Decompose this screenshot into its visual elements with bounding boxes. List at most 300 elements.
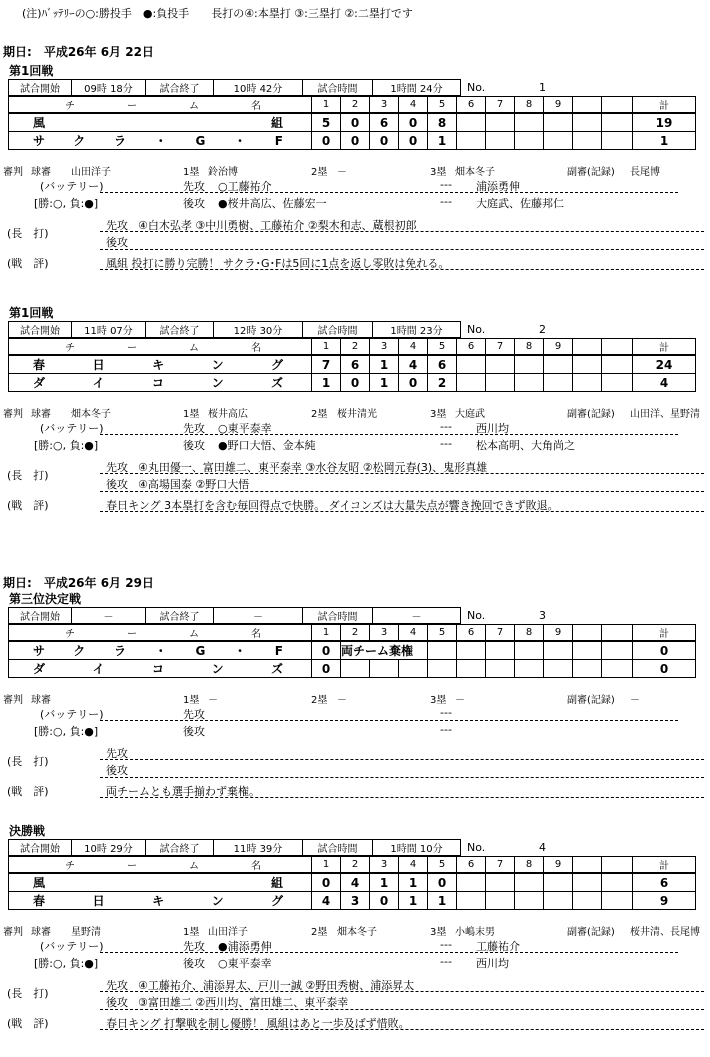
game-no: 1	[539, 81, 546, 94]
bottom-pitcher: ○東平泰幸	[218, 957, 272, 970]
inning-header: 1	[312, 625, 341, 642]
game-no-label: No.	[467, 81, 486, 94]
inning-header: 2	[341, 857, 370, 874]
inning-score: 7	[312, 355, 341, 374]
hits-bottom-list: ③富田雄二 ②西川均、富田雄二、東平泰幸	[138, 996, 349, 1009]
inning-header: 6	[457, 339, 486, 356]
umpire-label: 審判	[3, 695, 23, 706]
inning-score	[515, 113, 544, 132]
extra-score	[573, 374, 602, 392]
top-label: 先攻	[183, 422, 205, 435]
bottom-label: 後攻	[183, 957, 205, 970]
inning-header: 6	[457, 97, 486, 114]
top-catcher-dash: ---	[440, 938, 452, 951]
hits-divider	[100, 1009, 704, 1010]
bottom-label: 後攻	[183, 439, 205, 452]
inning-score: 4	[399, 355, 428, 374]
sub-label: 副審(記録)	[567, 409, 615, 420]
hits-top-label: 先攻	[106, 979, 128, 992]
team-name-header: チ ー ム 名	[9, 97, 312, 114]
bottom-catcher-dash: ---	[440, 195, 452, 208]
hits-bottom-label: 後攻	[106, 996, 128, 1009]
hits-top-label: 先攻	[106, 219, 128, 232]
hits-top-label: 先攻	[106, 461, 128, 474]
review-block	[0, 495, 710, 513]
extra-score	[573, 641, 602, 660]
inning-score: 1	[399, 892, 428, 910]
team-name-header: チ ー ム 名	[9, 625, 312, 642]
bottom-catcher-dash: ---	[440, 437, 452, 450]
inning-header: 7	[486, 857, 515, 874]
start-time: 09時 18分	[72, 80, 146, 96]
base1-umpire: －	[208, 695, 218, 706]
end-label: 試合終了	[146, 80, 214, 96]
review-divider	[100, 797, 704, 798]
wl-label: [勝:○, 負:●]	[34, 439, 99, 452]
battery-block	[0, 418, 710, 454]
extra-header	[602, 857, 633, 874]
inning-score: 5	[312, 113, 341, 132]
game-no: 2	[539, 323, 546, 336]
inning-score: 1	[370, 355, 399, 374]
team-total: 9	[633, 892, 696, 910]
inning-header: 2	[341, 97, 370, 114]
base2-umpire: －	[337, 695, 347, 706]
game-info-table	[8, 839, 619, 856]
inning-score	[544, 873, 573, 892]
team-total: 24	[633, 355, 696, 374]
inning-score	[428, 660, 457, 678]
inning-score: 0	[341, 113, 370, 132]
team-name: ダイコンズ	[9, 660, 312, 678]
duration-label: 試合時間	[303, 80, 373, 96]
battery-block	[0, 176, 710, 212]
bottom-catcher: 松本高明、大角尚之	[476, 439, 575, 452]
inning-score: 4	[312, 892, 341, 910]
plate-label: 球審	[31, 695, 51, 706]
team-name: サクラ・G・F	[9, 641, 312, 660]
date-heading	[3, 574, 154, 591]
inning-score	[486, 374, 515, 392]
hits-divider	[100, 249, 704, 250]
review-divider	[100, 511, 704, 512]
review-divider	[100, 1029, 704, 1030]
inning-score	[486, 892, 515, 910]
hits-bottom	[106, 476, 249, 492]
duration-time: 1時間 24分	[373, 80, 461, 96]
bottom-catcher: 西川均	[476, 957, 509, 970]
inning-score: 0	[341, 132, 370, 150]
base2-umpire: －	[337, 167, 347, 178]
inning-score	[515, 892, 544, 910]
inning-header: 7	[486, 97, 515, 114]
extra-header	[573, 857, 602, 874]
sub-label: 副審(記録)	[567, 927, 615, 938]
inning-score: 0	[399, 113, 428, 132]
plate-label: 球審	[31, 927, 51, 938]
game-info-row	[9, 80, 620, 96]
start-label: 試合開始	[9, 322, 72, 338]
battery-label: (バッテリー)	[40, 708, 104, 721]
inning-score	[486, 355, 515, 374]
inning-header: 4	[399, 857, 428, 874]
hits-bottom	[106, 234, 138, 250]
inning-header: 7	[486, 339, 515, 356]
review-text: 春日キング 打撃戦を制し優勝！ 風組はあと一歩及ばず惜敗。	[106, 1017, 410, 1030]
umpire-label: 審判	[3, 927, 23, 938]
base3-label: 3塁	[430, 409, 447, 420]
plate-label: 球審	[31, 409, 51, 420]
scoreboard	[8, 624, 696, 678]
inning-score: 0	[312, 873, 341, 892]
scoreboard	[8, 856, 696, 910]
inning-score	[515, 132, 544, 150]
duration-time: －	[373, 608, 461, 624]
base1-umpire: 鈴治博	[208, 167, 238, 178]
inning-score	[486, 132, 515, 150]
inning-header: 5	[428, 97, 457, 114]
game-title: 第1回戦	[9, 306, 54, 320]
base1-label: 1塁	[183, 409, 200, 420]
hits-bottom	[106, 762, 138, 778]
inning-score: 0	[312, 132, 341, 150]
game-message: 両チーム棄権	[341, 641, 428, 660]
inning-header: 9	[544, 97, 573, 114]
inning-score	[457, 355, 486, 374]
duration-label: 試合時間	[303, 840, 373, 856]
review-block	[0, 1013, 710, 1031]
sub-umpire: 桜井清、長尾博	[630, 927, 700, 938]
inning-score: 0	[428, 873, 457, 892]
extra-header	[602, 625, 633, 642]
base3-label: 3塁	[430, 167, 447, 178]
hits-label: (長 打)	[7, 755, 49, 768]
wl-label: [勝:○, 負:●]	[34, 197, 99, 210]
inning-score: 8	[428, 113, 457, 132]
bottom-catcher-dash: ---	[440, 723, 452, 736]
hits-bottom-list: ④高場国泰 ②野口大悟	[138, 478, 250, 491]
inning-score	[515, 355, 544, 374]
game-no-label: No.	[467, 609, 486, 622]
inning-score: 1	[399, 873, 428, 892]
inning-score	[515, 374, 544, 392]
bottom-pitcher: ●桜井高広、佐藤宏一	[218, 197, 327, 210]
extra-score	[573, 660, 602, 678]
sub-label: 副審(記録)	[567, 167, 615, 178]
game-title: 第三位決定戦	[9, 592, 82, 606]
team-name-header: チ ー ム 名	[9, 857, 312, 874]
top-catcher-dash: ---	[440, 178, 452, 191]
game-title: 決勝戦	[9, 824, 46, 838]
inning-header: 5	[428, 339, 457, 356]
start-label: 試合開始	[9, 840, 72, 856]
inning-score	[486, 113, 515, 132]
plate-label: 球審	[31, 167, 51, 178]
inning-score: 3	[341, 892, 370, 910]
extra-score	[602, 660, 633, 678]
hits-bottom	[106, 994, 348, 1010]
inning-score: 0	[341, 374, 370, 392]
inning-score	[544, 892, 573, 910]
extra-header	[602, 339, 633, 356]
start-time: 11時 07分	[72, 322, 146, 338]
scoreboard-header	[9, 339, 696, 356]
base3-umpire: 畑本冬子	[455, 167, 495, 178]
base1-label: 1塁	[183, 167, 200, 178]
extra-score	[602, 355, 633, 374]
base2-label: 2塁	[311, 167, 328, 178]
hits-top-list: ④工藤祐介、浦添昇太、戸川一誠 ②野田秀樹、浦添昇太	[138, 979, 415, 992]
scoreboard	[8, 338, 696, 392]
inning-score: 1	[370, 374, 399, 392]
inning-header: 3	[370, 625, 399, 642]
game-no: 4	[539, 841, 546, 854]
hits-top-list: ④白木弘孝 ③中川勇樹、工藤祐介 ②梨木和志、蔵根初郎	[138, 219, 417, 232]
extra-score	[602, 132, 633, 150]
hits-block	[0, 215, 710, 251]
base3-umpire: －	[455, 695, 465, 706]
inning-header: 9	[544, 339, 573, 356]
inning-header: 3	[370, 339, 399, 356]
extra-score	[602, 873, 633, 892]
top-catcher: 浦添勇伸	[476, 180, 520, 193]
review-label: (戦 評)	[7, 257, 49, 270]
extra-score	[602, 374, 633, 392]
top-catcher: 工藤祐介	[476, 940, 520, 953]
bottom-pitcher: ●野口大悟、金本純	[218, 439, 316, 452]
top-catcher-dash: ---	[440, 706, 452, 719]
umpire-row	[3, 691, 707, 705]
inning-header: 7	[486, 625, 515, 642]
scoreboard-header	[9, 857, 696, 874]
team-name: 風 組	[9, 113, 312, 132]
base1-label: 1塁	[183, 695, 200, 706]
inning-score	[544, 113, 573, 132]
inning-header: 2	[341, 339, 370, 356]
battery-block	[0, 936, 710, 972]
review-block	[0, 781, 710, 799]
team-row	[9, 641, 696, 660]
end-time: 10時 42分	[214, 80, 303, 96]
team-row	[9, 113, 696, 132]
umpire-label: 審判	[3, 409, 23, 420]
inning-score	[544, 660, 573, 678]
bottom-label: 後攻	[183, 725, 205, 738]
inning-score	[370, 660, 399, 678]
inning-score	[544, 132, 573, 150]
extra-score	[602, 892, 633, 910]
inning-score: 6	[341, 355, 370, 374]
inning-header: 9	[544, 857, 573, 874]
team-total: 19	[633, 113, 696, 132]
total-header: 計	[633, 625, 696, 642]
duration-time: 1時間 10分	[373, 840, 461, 856]
umpire-row	[3, 405, 707, 419]
inning-score	[544, 374, 573, 392]
inning-score	[428, 641, 457, 660]
extra-header	[573, 97, 602, 114]
top-catcher-dash: ---	[440, 420, 452, 433]
sub-label: 副審(記録)	[567, 695, 615, 706]
team-name-header: チ ー ム 名	[9, 339, 312, 356]
hits-divider	[100, 473, 704, 474]
inning-header: 1	[312, 97, 341, 114]
inning-score	[486, 641, 515, 660]
inning-score: 2	[428, 374, 457, 392]
extra-score	[573, 873, 602, 892]
sub-umpire: 山田洋、星野清	[630, 409, 700, 420]
top-catcher: 西川均	[476, 422, 509, 435]
extra-score	[573, 892, 602, 910]
inning-header: 1	[312, 857, 341, 874]
team-name: 風 組	[9, 873, 312, 892]
date-value: 平成26年 6月 29日	[43, 576, 154, 590]
scoreboard-header	[9, 625, 696, 642]
legend-note: (注)ﾊﾞｯﾃﾘｰの○:勝投手 ●:負投手 長打の④:本塁打 ③:三塁打 ②:二塁打です	[22, 7, 413, 20]
inning-score: 1	[428, 892, 457, 910]
inning-score: 6	[428, 355, 457, 374]
umpire-row	[3, 923, 707, 937]
base3-label: 3塁	[430, 695, 447, 706]
inning-header: 8	[515, 625, 544, 642]
extra-header	[573, 339, 602, 356]
base3-umpire: 大庭武	[455, 409, 485, 420]
review-label: (戦 評)	[7, 1017, 49, 1030]
end-label: 試合終了	[146, 322, 214, 338]
inning-score	[486, 660, 515, 678]
review-label: (戦 評)	[7, 499, 49, 512]
inning-score	[515, 641, 544, 660]
hits-divider	[100, 991, 704, 992]
hits-top-label: 先攻	[106, 747, 128, 760]
team-row	[9, 873, 696, 892]
inning-header: 4	[399, 625, 428, 642]
start-label: 試合開始	[9, 608, 72, 624]
top-label: 先攻	[183, 940, 205, 953]
duration-time: 1時間 23分	[373, 322, 461, 338]
team-name: サクラ・G・F	[9, 132, 312, 150]
inning-header: 4	[399, 97, 428, 114]
inning-header: 6	[457, 625, 486, 642]
inning-score	[341, 660, 370, 678]
inning-score: 1	[370, 873, 399, 892]
game-no: 3	[539, 609, 546, 622]
inning-score: 0	[370, 892, 399, 910]
hits-bottom-label: 後攻	[106, 764, 128, 777]
inning-score	[457, 641, 486, 660]
inning-score: 1	[312, 374, 341, 392]
team-total: 1	[633, 132, 696, 150]
inning-header: 9	[544, 625, 573, 642]
inning-score	[457, 132, 486, 150]
team-row	[9, 355, 696, 374]
hits-top-list: ④丸田優一、富田雄二、東平泰幸 ③水谷友昭 ②松岡元春(3)、鬼形真雄	[138, 461, 488, 474]
top-label: 先攻	[183, 180, 205, 193]
hits-block	[0, 457, 710, 493]
base2-umpire: 畑本冬子	[337, 927, 377, 938]
end-time: －	[214, 608, 303, 624]
inning-score	[544, 641, 573, 660]
top-label: 先攻	[183, 708, 205, 721]
extra-header	[602, 97, 633, 114]
game-info-table	[8, 321, 619, 338]
inning-score: 0	[370, 132, 399, 150]
battery-divider	[100, 720, 678, 721]
team-name: ダイコンズ	[9, 374, 312, 392]
review-text: 風組 投打に勝り完勝！ サクラ･G･Fは5回に1点を返し零敗は免れる。	[106, 257, 450, 270]
inning-header: 4	[399, 339, 428, 356]
game-title: 第1回戦	[9, 64, 54, 78]
bottom-label: 後攻	[183, 197, 205, 210]
hits-divider	[100, 777, 704, 778]
inning-score: 6	[370, 113, 399, 132]
game-info-table	[8, 79, 619, 96]
inning-score	[457, 113, 486, 132]
extra-score	[602, 113, 633, 132]
base2-label: 2塁	[311, 927, 328, 938]
team-total: 0	[633, 641, 696, 660]
inning-score	[515, 660, 544, 678]
review-divider	[100, 269, 704, 270]
inning-score	[457, 374, 486, 392]
review-label: (戦 評)	[7, 785, 49, 798]
battery-label: (バッテリー)	[40, 180, 104, 193]
inning-score: 1	[428, 132, 457, 150]
team-name: 春日キング	[9, 355, 312, 374]
base2-label: 2塁	[311, 695, 328, 706]
review-text: 春日キング 3本塁打を含む毎回得点で快勝。 ダイコンズは大量失点が響き挽回できず敗退。	[106, 499, 559, 512]
team-total: 4	[633, 374, 696, 392]
total-header: 計	[633, 97, 696, 114]
game-info-row	[9, 608, 620, 624]
inning-score: 0	[312, 641, 341, 660]
wl-label: [勝:○, 負:●]	[34, 725, 99, 738]
inning-header: 5	[428, 857, 457, 874]
base1-umpire: 山田洋子	[208, 927, 248, 938]
inning-header: 1	[312, 339, 341, 356]
umpire-row	[3, 163, 707, 177]
inning-score	[544, 355, 573, 374]
sub-umpire: 長尾博	[630, 167, 660, 178]
date-label: 期日:	[3, 576, 32, 590]
inning-header: 3	[370, 857, 399, 874]
total-header: 計	[633, 339, 696, 356]
base3-umpire: 小嶋末男	[455, 927, 495, 938]
base1-label: 1塁	[183, 927, 200, 938]
game-no-label: No.	[467, 323, 486, 336]
hits-label: (長 打)	[7, 227, 49, 240]
battery-label: (バッテリー)	[40, 940, 104, 953]
battery-divider	[100, 434, 678, 435]
game-info-row	[9, 840, 620, 856]
inning-score	[457, 660, 486, 678]
extra-score	[573, 113, 602, 132]
hits-label: (長 打)	[7, 987, 49, 1000]
review-text: 両チームとも選手揃わず棄権。	[106, 785, 260, 798]
inning-header: 8	[515, 857, 544, 874]
total-header: 計	[633, 857, 696, 874]
base2-label: 2塁	[311, 409, 328, 420]
hits-label: (長 打)	[7, 469, 49, 482]
hits-block	[0, 743, 710, 779]
duration-label: 試合時間	[303, 608, 373, 624]
inning-header: 3	[370, 97, 399, 114]
end-label: 試合終了	[146, 840, 214, 856]
extra-header	[573, 625, 602, 642]
team-total: 6	[633, 873, 696, 892]
battery-divider	[100, 952, 678, 953]
hits-divider	[100, 231, 704, 232]
